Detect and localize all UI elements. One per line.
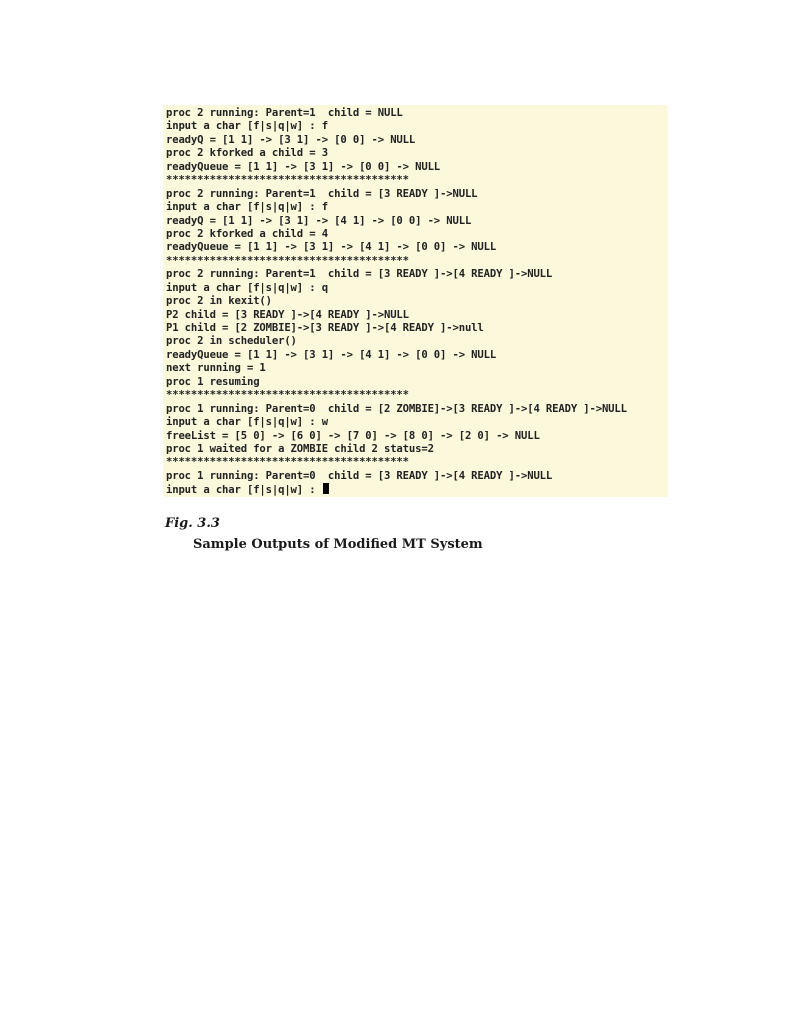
terminal-line: freeList = [5 0] -> [6 0] -> [7 0] -> [8 0] -> [2 0] -> NULL bbox=[166, 429, 540, 442]
terminal-line: readyQ = [1 1] -> [3 1] -> [0 0] -> NULL bbox=[166, 133, 416, 146]
terminal-line: *************************************** bbox=[166, 456, 409, 469]
terminal-line: proc 2 in scheduler() bbox=[166, 335, 297, 348]
prompt-text: input a char [f|s|q|w] : bbox=[166, 484, 322, 497]
terminal-line: readyQueue = [1 1] -> [3 1] -> [4 1] -> [0 0] -> NULL bbox=[166, 348, 497, 361]
terminal-line: proc 1 running: Parent=0 child = [3 READY ]->[4 READY ]->NULL bbox=[166, 469, 553, 482]
terminal-line: next running = 1 bbox=[166, 362, 266, 375]
terminal-line: proc 2 running: Parent=1 child = [3 READY ]->NULL bbox=[166, 187, 478, 200]
terminal-line: readyQueue = [1 1] -> [3 1] -> [0 0] -> NULL bbox=[166, 160, 441, 173]
terminal-line: input a char [f|s|q|w] : f bbox=[166, 120, 328, 133]
terminal-output bbox=[163, 105, 668, 497]
figure-label: Fig. 3.3 bbox=[165, 516, 220, 531]
text-cursor bbox=[323, 483, 329, 494]
terminal-line: input a char [f|s|q|w] : f bbox=[166, 201, 328, 214]
terminal-line: *************************************** bbox=[166, 254, 409, 267]
terminal-line: *************************************** bbox=[166, 389, 409, 402]
terminal-line: readyQueue = [1 1] -> [3 1] -> [4 1] -> [0 0] -> NULL bbox=[166, 241, 497, 254]
terminal-line: P2 child = [3 READY ]->[4 READY ]->NULL bbox=[166, 308, 409, 321]
terminal-line: proc 2 running: Parent=1 child = [3 READY ]->[4 READY ]->NULL bbox=[166, 268, 553, 281]
terminal-line: readyQ = [1 1] -> [3 1] -> [4 1] -> [0 0] -> NULL bbox=[166, 214, 472, 227]
figure-caption: Sample Outputs of Modified MT System bbox=[193, 537, 483, 552]
terminal-line: proc 2 running: Parent=1 child = NULL bbox=[166, 107, 403, 119]
terminal-line: input a char [f|s|q|w] : w bbox=[166, 416, 328, 429]
terminal-line: input a char [f|s|q|w] : q bbox=[166, 281, 328, 294]
terminal-line: proc 2 in kexit() bbox=[166, 295, 272, 308]
terminal-prompt-line[interactable] bbox=[166, 483, 668, 496]
terminal-line: proc 1 running: Parent=0 child = [2 ZOMBIE]->[3 READY ]->[4 READY ]->NULL bbox=[166, 402, 627, 415]
terminal-lines bbox=[166, 107, 668, 483]
terminal-line: proc 1 waited for a ZOMBIE child 2 status=2 bbox=[166, 442, 434, 455]
terminal-line: proc 1 resuming bbox=[166, 375, 260, 388]
terminal-line: P1 child = [2 ZOMBIE]->[3 READY ]->[4 READY ]->null bbox=[166, 322, 484, 334]
terminal-line: *************************************** bbox=[166, 174, 409, 187]
terminal-line: proc 2 kforked a child = 4 bbox=[166, 227, 328, 240]
terminal-line: proc 2 kforked a child = 3 bbox=[166, 147, 328, 160]
